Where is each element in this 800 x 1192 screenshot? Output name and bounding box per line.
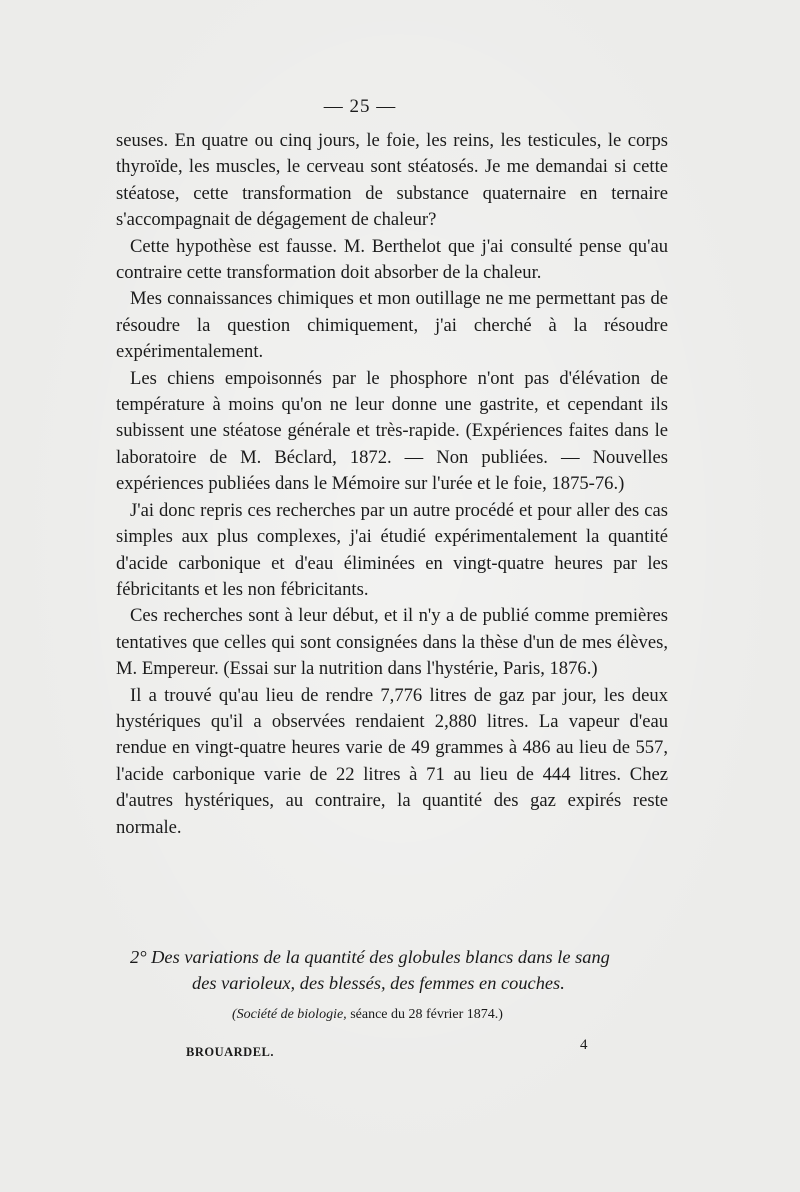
citation-date: séance du 28 février 1874.) xyxy=(346,1007,503,1022)
page-number: — 25 — xyxy=(323,96,397,117)
section-heading-line-2: des varioleux, des blessés, des femmes en couches. xyxy=(192,973,565,993)
citation-society: (Société de biologie, xyxy=(232,1007,347,1022)
paragraph-3: Mes connaissances chimiques et mon outillage ne me permettant pas de résoudre la question chimiquement, j'ai cherché à la résoudre expérimentalement. xyxy=(116,288,668,363)
paragraph-2: Cette hypothèse est fausse. M. Berthelot que j'ai consulté pense qu'au contraire cette transformation doit absorber de la chaleur. xyxy=(116,235,668,284)
body-text xyxy=(116,128,668,841)
author-signature: BROUARDEL. xyxy=(186,1045,274,1059)
citation xyxy=(232,1006,503,1024)
section-heading xyxy=(130,944,670,996)
section-heading-line-1: 2° Des variations de la quantité des globules blancs dans le sang xyxy=(130,947,610,967)
paragraph-5: J'ai donc repris ces recherches par un autre procédé et pour aller des cas simples aux plus complexes, j'ai étudié expérimentalement la quantité d'acide carbonique et d'eau éliminées en vingt-quatre heures par les fébricitants et les non fébricitants. xyxy=(116,499,668,600)
paragraph-7: Il a trouvé qu'au lieu de rendre 7,776 litres de gaz par jour, les deux hystériques qu'il a observées rendaient 2,880 litres. La vapeur d'eau rendue en vingt-quatre heures varie de 49 grammes à 486 au lieu de 557, l'acide carbonique varie de 22 litres à 71 au lieu de 444 litres. Chez d'autres hystériques, au contraire, la quantité des gaz expirés reste normale. xyxy=(116,684,668,838)
paragraph-1: seuses. En quatre ou cinq jours, le foie, les reins, les testicules, le corps thyroïde, les muscles, le cerveau sont stéatosés. Je me demandai si cette stéatose, cette transformation de substance quaternaire en ternaire s'accompagnait de dégagement de chaleur? xyxy=(116,130,668,231)
paragraph-4: Les chiens empoisonnés par le phosphore n'ont pas d'élévation de température à moins qu'on ne leur donne une gastrite, et cependant ils subissent une stéatose générale et très-rapide. (Expériences faites dans le laboratoire de M. Béclard, 1872. — Non publiées. — Nouvelles expériences publiées dans le Mémoire sur l'urée et le foie, 1875-76.) xyxy=(116,367,668,495)
sheet-number: 4 xyxy=(580,1037,588,1053)
paragraph-6: Ces recherches sont à leur début, et il n'y a de publié comme premières tentatives que celles qui sont consignées dans la thèse d'un de mes élèves, M. Empereur. (Essai sur la nutrition dans l'hystérie, Paris, 1876.) xyxy=(116,605,668,680)
